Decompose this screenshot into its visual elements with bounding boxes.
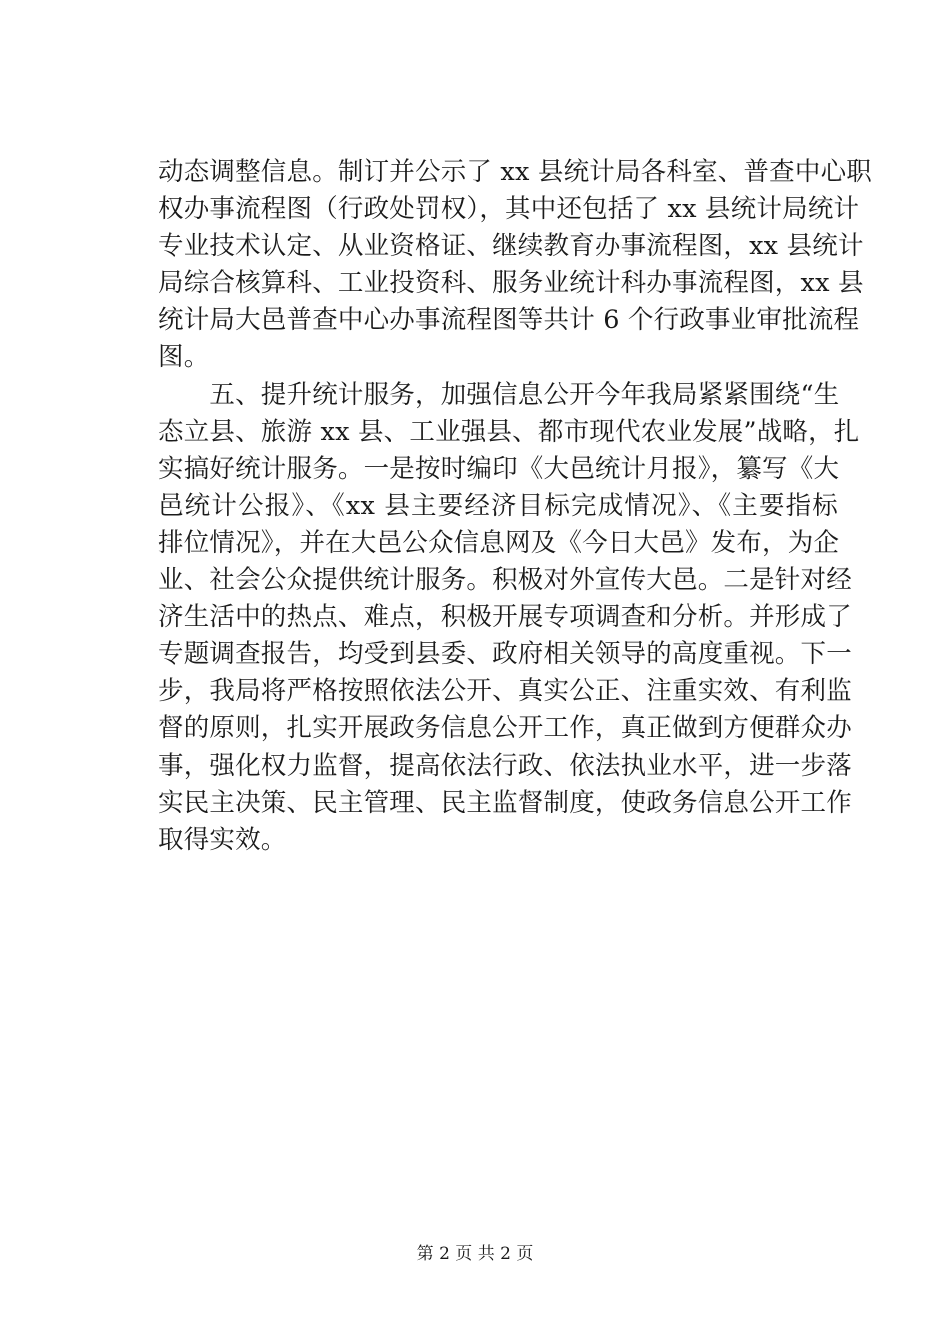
text-line: 权办事流程图（行政处罚权），其中还包括了 xx 县统计局统计	[158, 194, 860, 225]
text-line: 取得实效。	[158, 824, 287, 855]
text-line: 实搞好统计服务。一是按时编印《大邑统计月报》，纂写《大	[158, 453, 840, 484]
text-line: 济生活中的热点、难点，积极开展专项调查和分析。并形成了	[158, 602, 852, 633]
text-line: 动态调整信息。制订并公示了 xx 县统计局各科室、普查中心职	[158, 157, 872, 187]
text-line: 实民主决策、民主管理、民主监督制度，使政务信息公开工作	[158, 787, 852, 818]
text-line: 态立县、旅游 xx 县、工业强县、都市现代农业发展”战略，扎	[158, 416, 860, 447]
text-line: 专业技术认定、从业资格证、继续教育办事流程图，xx 县统计	[158, 231, 864, 262]
text-line: 图。	[158, 342, 210, 373]
text-line: 督的原则，扎实开展政务信息公开工作，真正做到方便群众办	[158, 713, 852, 744]
text-line: 业、社会公众提供统计服务。积极对外宣传大邑。二是针对经	[158, 565, 852, 596]
page-footer: 第 2 页 共 2 页	[416, 1244, 534, 1264]
body-text	[158, 154, 872, 859]
text-line: 排位情况》，并在大邑公众信息网及《今日大邑》发布，为企	[158, 527, 840, 558]
text-line: 局综合核算科、工业投资科、服务业统计科办事流程图，xx 县	[158, 268, 864, 299]
text-line: 专题调查报告，均受到县委、政府相关领导的高度重视。下一	[158, 639, 852, 670]
text-line: 步，我局将严格按照依法公开、真实公正、注重实效、有利监	[158, 676, 852, 707]
text-line: 统计局大邑普查中心办事流程图等共计 6 个行政事业审批流程	[158, 305, 860, 336]
text-line: 事，强化权力监督，提高依法行政、依法执业水平，进一步落	[158, 750, 852, 781]
text-line: 邑统计公报》、《xx 县主要经济目标完成情况》、《主要指标	[158, 490, 838, 521]
text-line: 五、提升统计服务，加强信息公开今年我局紧紧围绕“生	[158, 379, 840, 410]
